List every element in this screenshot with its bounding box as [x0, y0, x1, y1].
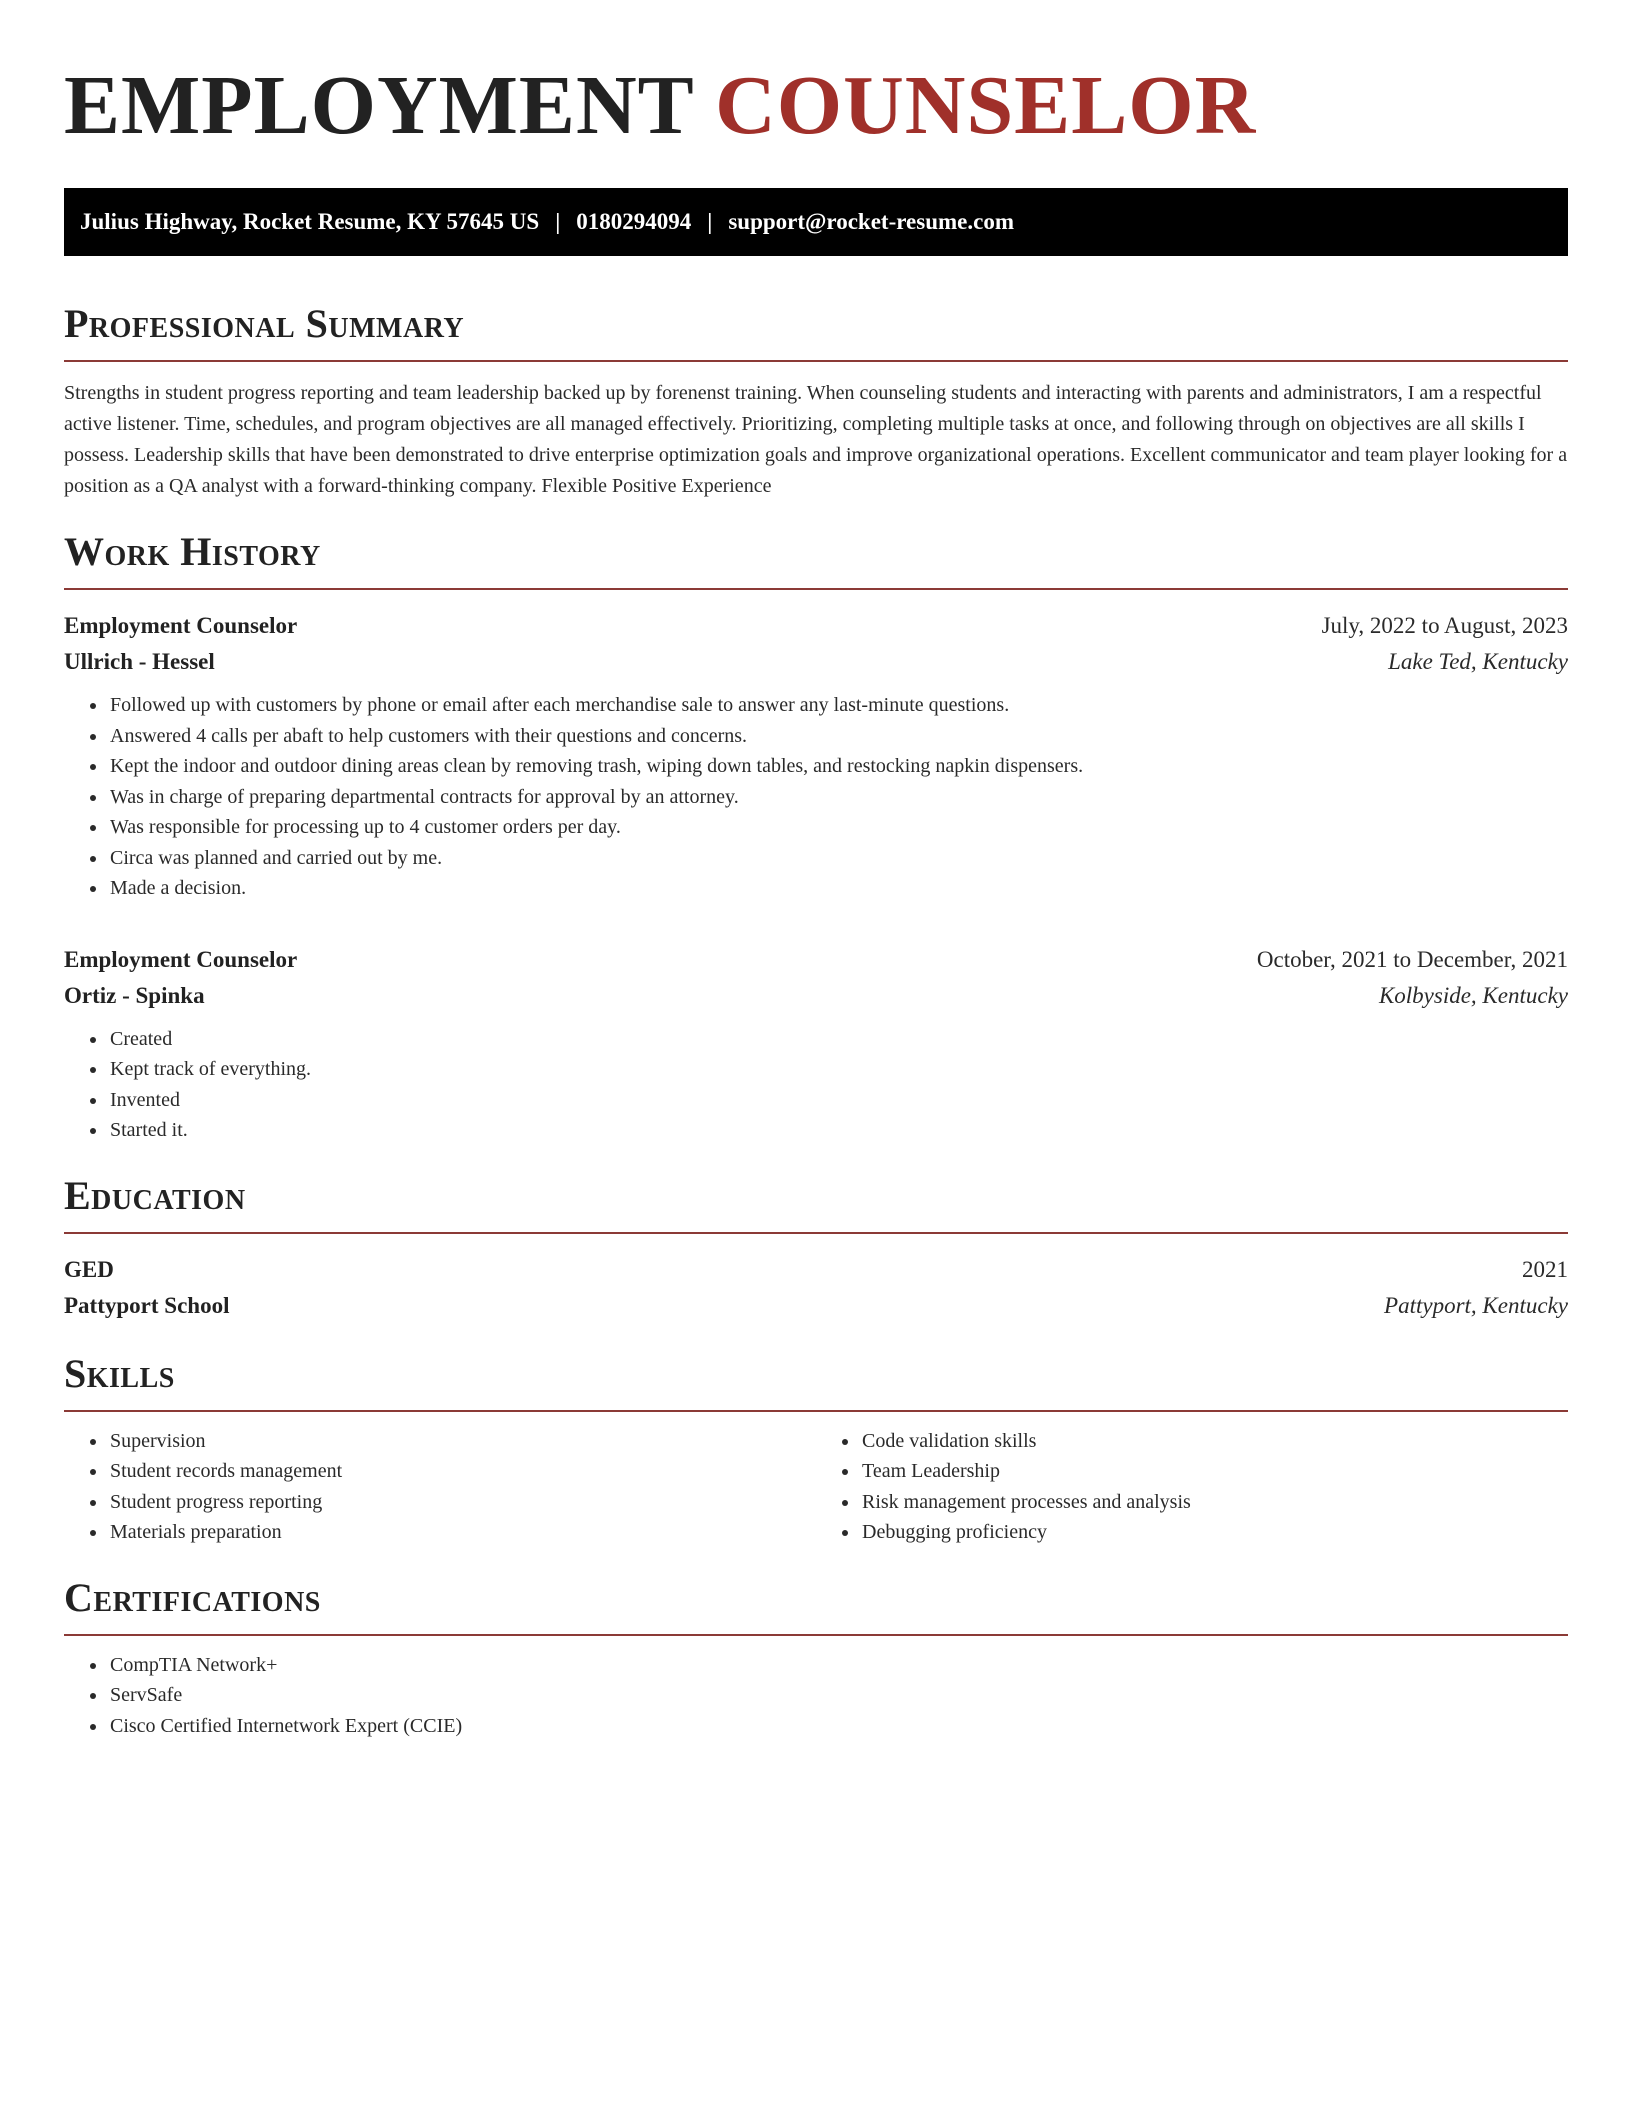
skill-item: • Code validation skills: [860, 1426, 1568, 1457]
job-duty: • Was in charge of preparing departmental contracts for approval by an attorney.: [108, 782, 1568, 813]
job-duty: • Answered 4 calls per abaft to help customers with their questions and concerns.: [108, 721, 1568, 752]
skills-list-right: [816, 1426, 1568, 1548]
degree: GED: [64, 1256, 114, 1282]
job-dates: July, 2022 to August, 2023: [1321, 613, 1568, 638]
resume-title: [64, 58, 1568, 154]
job-duty: • Started it.: [108, 1115, 1568, 1146]
job-entry: [64, 942, 1568, 1146]
job-company: Ullrich - Hessel: [64, 649, 215, 674]
job-duties-list: [64, 1024, 1568, 1146]
job-duty: • Circa was planned and carried out by me.: [108, 843, 1568, 874]
skill-item: • Risk management processes and analysis: [860, 1487, 1568, 1518]
job-company: Ortiz - Spinka: [64, 982, 205, 1008]
job-duty: • Kept the indoor and outdoor dining areas clean by removing trash, wiping down tables, and restocking napkin dispensers.: [108, 751, 1568, 782]
summary-heading: Professional Summary: [64, 300, 1568, 362]
skill-item: • Materials preparation: [108, 1517, 816, 1548]
school-name: Pattyport School: [64, 1292, 230, 1318]
school-location: Pattyport, Kentucky: [1384, 1292, 1568, 1318]
skill-item: • Student progress reporting: [108, 1487, 816, 1518]
job-title: Employment Counselor: [64, 613, 298, 638]
skills-grid: [64, 1426, 1568, 1548]
contact-separator: |: [555, 209, 561, 234]
certification-item: • ServSafe: [108, 1680, 1568, 1711]
education-entry: [64, 1252, 1568, 1324]
contact-email: support@rocket-resume.com: [728, 209, 1014, 234]
education-year: 2021: [1522, 1256, 1568, 1282]
job-duties-list: [64, 690, 1568, 904]
job-duty: • Invented: [108, 1085, 1568, 1116]
job-duty: • Made a decision.: [108, 873, 1568, 904]
skill-item: • Debugging proficiency: [860, 1517, 1568, 1548]
job-duty: • Kept track of everything.: [108, 1054, 1568, 1085]
title-accent: COUNSELOR: [715, 59, 1257, 152]
skill-item: • Supervision: [108, 1426, 816, 1457]
job-duty: • Followed up with customers by phone or email after each merchandise sale to answer any last-minute questions.: [108, 690, 1568, 721]
contact-phone: 0180294094: [576, 209, 692, 234]
certifications-heading: Certifications: [64, 1574, 1568, 1636]
skills-heading: Skills: [64, 1350, 1568, 1412]
resume-page: [64, 0, 1568, 1741]
contact-bar: [64, 188, 1568, 256]
job-dates: October, 2021 to December, 2021: [1256, 946, 1568, 972]
job-title: Employment Counselor: [64, 946, 298, 972]
certifications-list: [64, 1650, 1568, 1742]
job-location: Kolbyside, Kentucky: [1378, 982, 1568, 1008]
education-heading: Education: [64, 1172, 1568, 1234]
contact-separator: |: [707, 209, 713, 234]
skills-list-left: [64, 1426, 816, 1548]
title-main: EMPLOYMENT: [64, 59, 694, 152]
job-location: Lake Ted, Kentucky: [1388, 649, 1568, 674]
job-entry: [64, 608, 1568, 904]
certification-item: • Cisco Certified Internetwork Expert (CCIE): [108, 1711, 1568, 1742]
contact-address: Julius Highway, Rocket Resume, KY 57645 US: [80, 209, 540, 234]
certification-item: • CompTIA Network+: [108, 1650, 1568, 1681]
job-duty: • Created: [108, 1024, 1568, 1055]
job-duty: • Was responsible for processing up to 4 customer orders per day.: [108, 812, 1568, 843]
summary-text: Strengths in student progress reporting and team leadership backed up by forenenst training. When counseling students and interacting with parents and administrators, I am a respectful active listener. Time, schedules, and program objectives are all managed effectively. Prioritizing, completing multiple tasks at once, and following through on objectives are all skills I possess. Leadership skills that have been demonstrated to drive enterprise optimization goals and improve organizational operations. Excellent communicator and team player looking for a position as a QA analyst with a forward-thinking company. Flexible Positive Experience: [64, 382, 1568, 497]
skill-item: • Team Leadership: [860, 1456, 1568, 1487]
work-history-heading: Work History: [64, 528, 1568, 590]
skill-item: • Student records management: [108, 1456, 816, 1487]
